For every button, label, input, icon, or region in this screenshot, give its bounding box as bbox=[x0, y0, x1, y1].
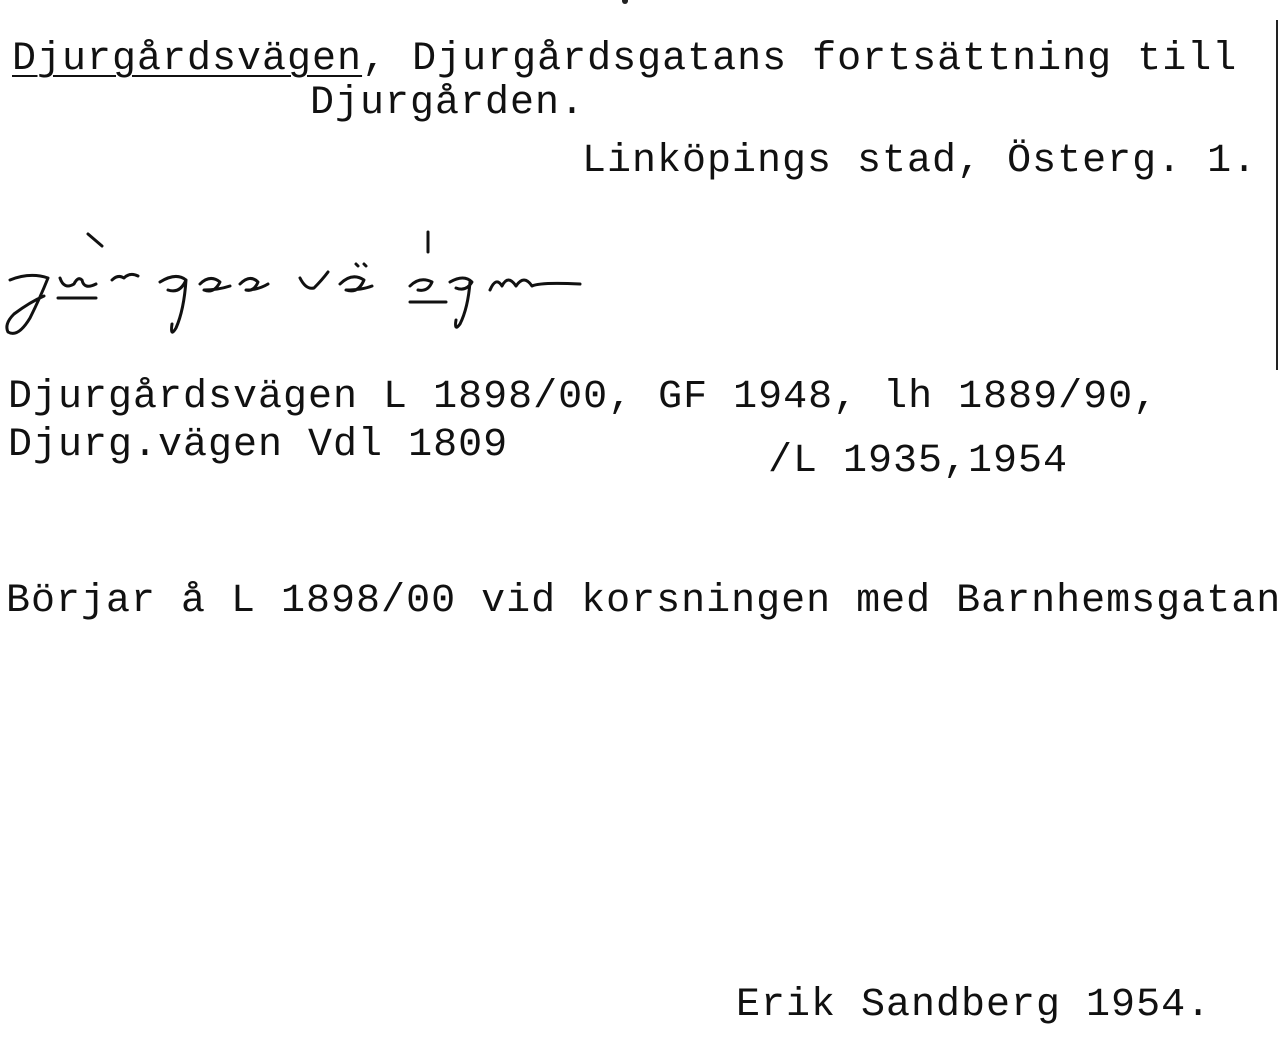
card-edge-line bbox=[1276, 20, 1278, 370]
punch-mark bbox=[622, 0, 628, 4]
sources-line-2: Djurg.vägen Vdl 1809 bbox=[8, 423, 509, 468]
street-name: Djurgårdsvägen bbox=[12, 37, 363, 82]
sources-line-3: /L 1935,1954 bbox=[768, 439, 1069, 484]
sources-line-1: Djurgårdsvägen L 1898/00, GF 1948, lh 1889/90, bbox=[8, 375, 1159, 420]
description-line: Börjar å L 1898/00 vid korsningen med Barnhemsgatan bbox=[6, 579, 1282, 624]
heading-continuation: Djurgården. bbox=[310, 81, 586, 126]
heading-line bbox=[12, 38, 1237, 82]
handwritten-pronunciation-icon bbox=[0, 228, 600, 348]
signature-line: Erik Sandberg 1954. bbox=[736, 983, 1212, 1028]
street-description: , Djurgårdsgatans fortsättning till bbox=[362, 37, 1238, 82]
location-line: Linköpings stad, Österg. 1. bbox=[582, 139, 1258, 184]
